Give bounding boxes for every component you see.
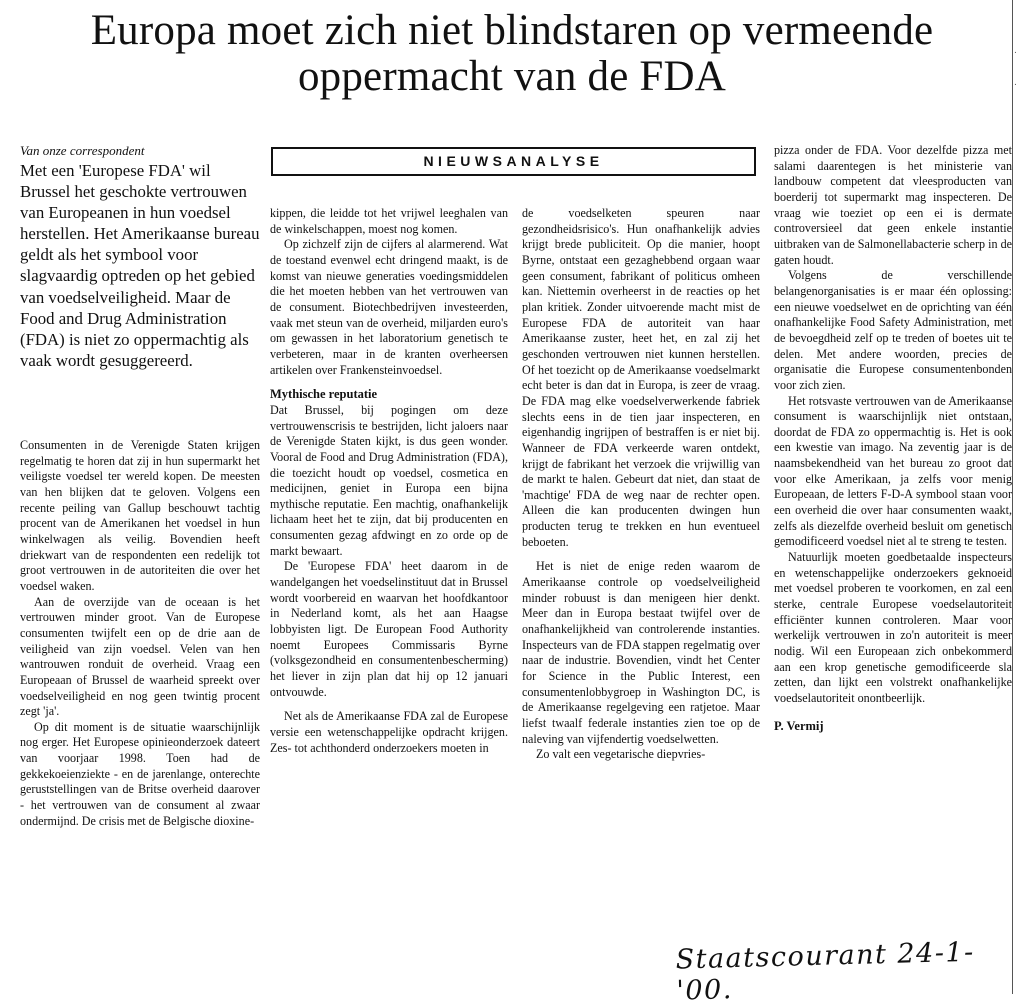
body-paragraph: Het is niet de enige reden waarom de Amerikaanse controle op voedselveiligheid minder robuust is dan menigeen hier denkt. Meer dan in Europa bestaat twijfel over de onafhankelijkheid van controlerende instanties. Inspecteurs van de FDA stappen regelmatig over naar de industrie. Bovendien, vindt het Center for Science in the Public Interest, een consumentenlobbygroep in Washington DC, is de Amerikaanse regelgeving een ratjetoe. Maar liefst twaalf federale instanties zien toe op de naleving van vijfendertig voedselwetten. [522, 559, 760, 746]
body-paragraph: Op zichzelf zijn de cijfers al alarmerend. Wat de toestand evenwel echt dringend maakt, is de komst van nieuwe generaties voedingsmiddelen die het moeten hebben van het vertrouwen van de consument. Biotechbedrijven investeerden, vaak met steun van de overheid, miljarden euro's om gewassen in het laboratorium genetisch te verbeteren, maar in de kranten overheersen artikelen over Frankensteinvoedsel. [270, 237, 508, 377]
lead-text: Met een 'Europese FDA' wil Brussel het geschokte vertrouwen van Europeanen in hun voedsel herstellen. Het Amerikaanse bureau geldt als het symbool voor slagvaardig optreden op het gebied van voedselveiligheid. Maar de Food and Drug Administration (FDA) is niet zo oppermachtig als vaak wordt gesuggereerd. [20, 161, 260, 370]
body-paragraph: Zo valt een vegetarische diepvries- [536, 747, 706, 762]
byline: Van onze correspondent [20, 143, 145, 158]
article-column-3 [522, 206, 760, 763]
subheading: Mythische reputatie [270, 387, 378, 402]
section-tag: NIEUWSANALYSE [271, 147, 756, 176]
scan-edge-mark: . [1014, 78, 1017, 88]
body-paragraph: Het rotsvaste vertrouwen van de Amerikaanse consument is waarschijnlijk niet ontstaan, doordat de FDA zo oppermachtig is. Het is ook een kwestie van imago. Na zeventig jaar is de naamsbekendheid van het bureau zo groot dat voor elke Amerikaan, ja zelfs voor menig Europeaan, de letters F-D-A symbool staan voor een overheid die over haar consumenten waakt, zelfs als diezelfde overheid besluit om genetisch gemodificeerd voedsel niet al te streng te testen. [774, 393, 1012, 549]
body-paragraph: Aan de overzijde van de oceaan is het vertrouwen minder groot. Van de Europese consumenten twijfelt een op de drie aan de veiligheid van zijn voedsel. Velen van hen wantrouwen ronduit de overheid. Vraag een Europeaan of Brussel de waarheid spreekt over voedselveiligheid en nog geen twintig procent zegt 'ja'. [20, 594, 260, 719]
body-paragraph: Net als de Amerikaanse FDA zal de Europese versie een wetenschappelijke opdracht krijgen. Zes- tot achthonderd onderzoekers moeten in [270, 709, 508, 755]
body-paragraph: kippen, die leidde tot het vrijwel leeghalen van de winkelschappen, moest nog komen. [270, 206, 508, 236]
article-column-4 [774, 143, 1012, 734]
lead-paragraph [20, 160, 260, 371]
headline: Europa moet zich niet blindstaren op vermeende oppermacht van de FDA [90, 7, 934, 100]
handwritten-annotation: Staatscourant 24-1-'00. [675, 936, 976, 1007]
body-paragraph: De 'Europese FDA' heet daarom in de wandelgangen het voedselinstituut dat in Brussel wordt voorbereid en waarvan het hoofdkantoor in Nederland komt, als het aan Haagse lobbyisten ligt. De European Food Authority noemt Europees Commissaris Byrne (volksgezondheid en consumentenbescherming) het liever in zijn plan dat hij op 12 januari ontvouwde. [270, 559, 508, 699]
body-paragraph: Natuurlijk moeten goedbetaalde inspecteurs en wetenschappelijke onderzoekers geknoeid met voedsel proberen te voorkomen, en zal een sterke, centrale Europese voedselautoriteit efficiënter kunnen controleren. Maar voor werkelijk vertrouwen in zo'n autoriteit is meer nodig. Wil een Europeaan zich onbekommerd aan een krop genetische gemodificeerde sla zetten, dan lijkt een volstrekt onafhankelijke voedselautoriteit onontbeerlijk. [774, 550, 1012, 705]
body-paragraph: Op dit moment is de situatie waarschijnlijk nog erger. Het Europese opinieonderzoek dateert van voorjaar 1998. Toen had de gekkekoeienziekte - en de jarenlange, onterechte geruststellingen van de Britse overheid daarover - het vertrouwen van de consument al zwaar ondermijnd. De crisis met de Belgische dioxine- [20, 719, 260, 828]
scan-edge-line [1012, 0, 1013, 994]
article-column-1 [20, 438, 260, 829]
body-paragraph: pizza onder de FDA. Voor dezelfde pizza met salami daarentegen is het ministerie van landbouw competent dat vleesproducten van boerderij tot supermarkt mag inspecteren. De vraag wie toeziet op een ei is dermate controversieel dat geen enkele instantie uitbraken van de Salmonellabacterie scherp in de gaten houdt. [774, 143, 1012, 267]
body-paragraph: Consumenten in de Verenigde Staten krijgen regelmatig te horen dat zij in hun supermarkt het veiligste voedsel ter wereld kopen. De meesten van hen blijken dat te geloven. Volgens een recente peiling van Gallup beschouwt tachtig procent van de Amerikanen het voedsel in hun winkelwagen als veilig. Bovendien heeft driekwart van de respondenten een redelijk tot groot vertrouwen in de autoriteiten die over het voedsel waken. [20, 438, 260, 593]
author-signature: P. Vermij [774, 718, 824, 733]
body-paragraph: Dat Brussel, bij pogingen om deze vertrouwenscrisis te bestrijden, licht jaloers naar de Verenigde Staten kijkt, is dus geen wonder. Vooral de Food and Drug Administration (FDA), die toezicht houdt op voedsel, cosmetica en medicijnen, geniet in Europa een bijna mythische reputatie. Een machtig, onafhankelijk lichaam heet het te zijn, dat bij producenten en consumenten gezag afdwingt en zo orde op de markt bewaart. [270, 402, 508, 558]
body-paragraph: de voedselketen speuren naar gezondheidsrisico's. Hun onafhankelijk advies krijgt brede publiciteit. Op die manier, hoopt Byrne, ontstaat een gezaghebbend orgaan waar geen consument, fabrikant of politicus omheen kan. Niettemin overheerst in de reacties op het plan kritiek. Zonder uitvoerende macht mist de Europese FDA de autoriteit van haar Amerikaanse zuster, heet het, en zal zij het geschonden vertrouwen niet kunnen herstellen. Of het toezicht op de Amerikaanse voedselmarkt echt beter is dan dat in Europa, is zeer de vraag. De FDA mag elke voedselverwerkende fabriek slechts eens in de tien jaar inspecteren, en eigenhandig ingrijpen of bestraffen is er niet bij. Wanneer de FDA verkeerde waren ontdekt, krijgt de fabrikant het verzoek die vrijwillig van de markt te halen. Gebeurt dat niet, dan staat de 'machtige' FDA de weg naar de rechter open. Alleen die kan producenten dwingen hun producten terug te trekken en hun eventueel beboeten. [522, 206, 760, 549]
article-column-2 [270, 206, 508, 756]
scan-edge-mark: . [1014, 46, 1017, 56]
body-paragraph: Volgens de verschillende belangenorganisaties is er maar één oplossing: een nieuwe voedselwet en de oprichting van één onafhankelijke Food Safety Administration, met de bevoegdheid zelf op te treden of boetes uit te delen. Met andere woorden, precies de organisatie die Europese consumentenbonden voor zich zien. [774, 268, 1012, 392]
